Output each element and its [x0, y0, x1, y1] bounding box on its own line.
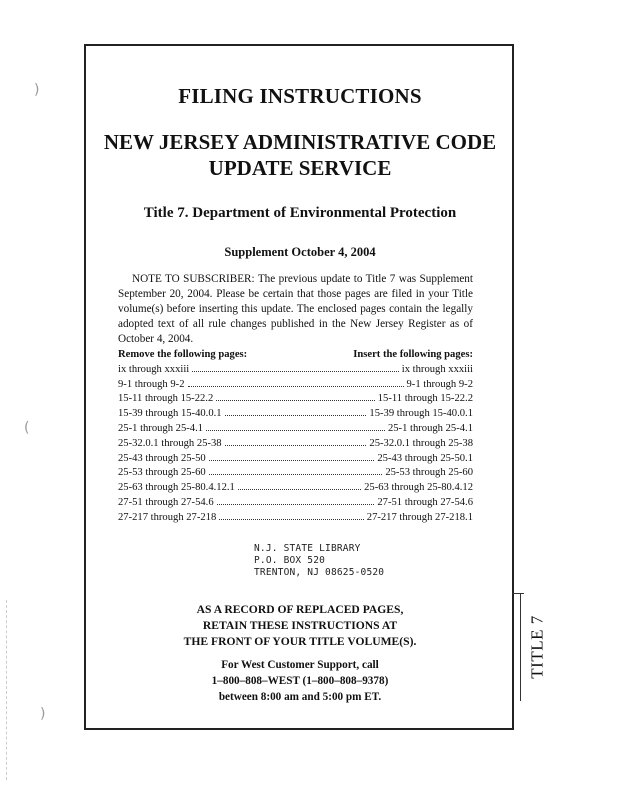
record-line2: RETAIN THESE INSTRUCTIONS AT: [202, 619, 398, 632]
record-line3: THE FRONT OF YOUR TITLE VOLUME(S).: [183, 635, 417, 648]
dot-leader: [209, 460, 375, 461]
table-row: [118, 437, 473, 452]
supplement-date: Supplement October 4, 2004: [224, 245, 376, 259]
remove-pages-cell: 25-1 through 25-4.1: [118, 422, 204, 434]
insert-pages-cell: 9-1 through 9-2: [406, 378, 473, 390]
insert-pages-cell: 27-217 through 27-218.1: [366, 511, 473, 523]
remove-pages-cell: 27-217 through 27-218: [118, 511, 217, 523]
subscriber-note: NOTE TO SUBSCRIBER: The previous update to Title 7 was Supplement September 20, 2004. Please be certain that those pages are filed in your Title volume(s) before inserting this update. The enclosed pages contain the legally adopted text of all rule changes published in the New Jersey Register as of October 4, 2004.: [118, 273, 473, 345]
table-row: [118, 496, 473, 511]
dot-leader: [192, 371, 399, 372]
pages-table-rows: [118, 363, 473, 526]
title-tab-label: TITLE 7: [528, 615, 548, 679]
insert-pages-cell: 25-43 through 25-50.1: [377, 452, 473, 464]
code-title-line1: NEW JERSEY ADMINISTRATIVE CODE: [103, 130, 497, 154]
dot-leader: [219, 519, 363, 520]
insert-pages-cell: 25-1 through 25-4.1: [387, 422, 473, 434]
table-row: [118, 363, 473, 378]
record-instructions: [86, 602, 514, 650]
dot-leader: [225, 445, 367, 446]
remove-pages-cell: ix through xxxiii: [118, 363, 190, 375]
dot-leader: [225, 415, 367, 416]
insert-pages-cell: 25-63 through 25-80.4.12: [364, 482, 473, 494]
remove-pages-cell: 15-39 through 15-40.0.1: [118, 408, 222, 420]
margin-mark: ): [40, 706, 46, 722]
customer-support: [86, 657, 514, 705]
margin-mark: (: [24, 420, 30, 436]
dot-leader: [209, 474, 383, 475]
title-block: [86, 44, 514, 260]
department-heading: Title 7. Department of Environmental Protection: [143, 205, 457, 221]
dot-leader: [217, 504, 375, 505]
dot-leader: [206, 430, 385, 431]
code-title: [86, 129, 514, 181]
title-tab: [520, 593, 555, 701]
table-row: [118, 392, 473, 407]
code-title-line2: UPDATE SERVICE: [208, 156, 392, 180]
remove-pages-cell: 25-43 through 25-50: [118, 452, 206, 464]
stamp-line3: TRENTON, NJ 08625-0520: [254, 567, 385, 578]
document-title: FILING INSTRUCTIONS: [178, 84, 422, 108]
pages-table: [118, 348, 473, 526]
table-row: [118, 452, 473, 467]
record-line1: AS A RECORD OF REPLACED PAGES,: [196, 603, 404, 616]
table-row: [118, 407, 473, 422]
dot-leader: [216, 400, 375, 401]
remove-pages-cell: 25-53 through 25-60: [118, 467, 206, 479]
insert-pages-cell: 15-11 through 15-22.2: [377, 393, 473, 405]
table-row: [118, 422, 473, 437]
remove-pages-cell: 27-51 through 27-54.6: [118, 496, 214, 508]
pages-table-header: [118, 348, 473, 363]
dot-leader: [188, 386, 404, 387]
insert-pages-cell: 15-39 through 15-40.0.1: [369, 408, 473, 420]
insert-pages-cell: 27-51 through 27-54.6: [377, 496, 473, 508]
remove-pages-cell: 9-1 through 9-2: [118, 378, 185, 390]
support-hours: between 8:00 am and 5:00 pm ET.: [218, 691, 382, 703]
margin-mark: ): [34, 82, 40, 98]
table-row: [118, 481, 473, 496]
table-row: [118, 511, 473, 526]
remove-pages-cell: 25-63 through 25-80.4.12.1: [118, 482, 235, 494]
remove-header: Remove the following pages:: [118, 349, 248, 360]
library-stamp: [254, 543, 384, 579]
dot-leader: [238, 489, 361, 490]
table-row: [118, 378, 473, 393]
support-phone: 1–800–808–WEST (1–800–808–9378): [211, 675, 389, 687]
support-line1: For West Customer Support, call: [221, 659, 379, 671]
stamp-line2: P.O. BOX 520: [254, 555, 326, 566]
insert-header: Insert the following pages:: [353, 349, 473, 360]
remove-pages-cell: 15-11 through 15-22.2: [118, 393, 214, 405]
remove-pages-cell: 25-32.0.1 through 25-38: [118, 437, 222, 449]
stamp-line1: N.J. STATE LIBRARY: [254, 543, 361, 554]
table-row: [118, 466, 473, 481]
insert-pages-cell: ix through xxxiii: [401, 363, 473, 375]
insert-pages-cell: 25-53 through 25-60: [385, 467, 473, 479]
insert-pages-cell: 25-32.0.1 through 25-38: [369, 437, 473, 449]
scan-margin-line: [6, 600, 8, 780]
